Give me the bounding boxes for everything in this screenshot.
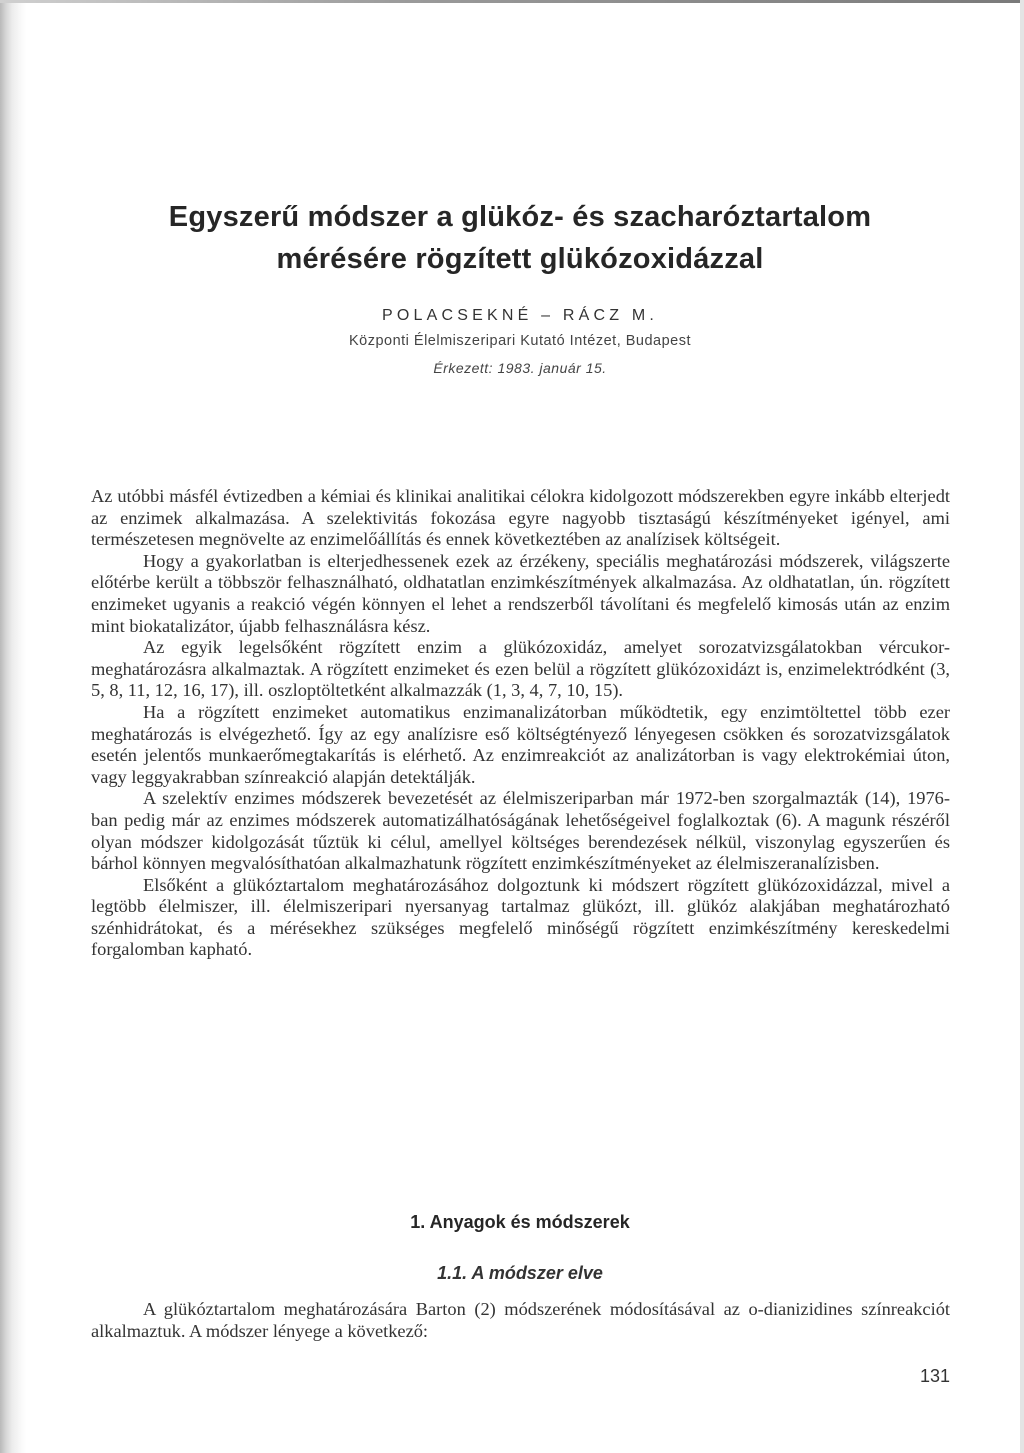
- body-paragraph-5: A szelektív enzimes módszerek bevezetését az élelmiszeriparban már 1972-ben szorgalmazták (14), 1976-ban pedig már az enzimes módszerek automatizálhatóságának lehetőségeivel foglalkoztak (6). A magunk részéről olyan módszer kidolgozását tűztük ki célul, amellyel költséges berendezések nélkül, viszonylag egyszerűen és bárhol könnyen megvalósíthatóan alkalmazhatunk rögzített enzimkészítményeket az élelmiszeranalízisben.: [91, 788, 950, 874]
- page-top-edge: [0, 0, 1024, 3]
- article-title-line-2: mérésére rögzített glükózoxidázzal: [276, 243, 764, 275]
- page-right-edge: [1020, 0, 1024, 1453]
- page-number: 131: [919, 1366, 950, 1386]
- body-paragraph-1: Az utóbbi másfél évtizedben a kémiai és klinikai analitikai célokra kidolgozott módszerekben egyre inkább elterjedt az enzimek alkalmazása. A szelektivitás fokozása egyre nagyobb tisztaságú készítményeket igényel, ami természetesen megnövelte az enzimelőállítás és ennek következtében az analízisek költségeit.: [91, 486, 950, 550]
- page-binding-shadow: [0, 0, 26, 1453]
- section-heading: 1. Anyagok és módszerek: [410, 1212, 630, 1232]
- body-paragraph-4: Ha a rögzített enzimeket automatikus enzimanalizátorban működtetik, egy enzimtöltettel több ezer meghatározás is elvégezhető. Így az egy analízisre eső költségtényező lényegesen csökken és sorozatvizsgálatok esetén jelentős munkaerőmegtakarítás is elérhető. Az enzimreakciót az analizátorban is vagy elektrokémiai úton, vagy leggyakrabban színreakció alapján detektálják.: [91, 701, 950, 787]
- body-paragraph-6: Elsőként a glükóztartalom meghatározásához dolgoztunk ki módszert rögzített glükózoxidázzal, mivel a legtöbb élelmiszer, ill. élelmiszeripari nyersanyag tartalmaz glükózt, ill. glükóz alakjában meghatározható szénhidrátokat, és a mérésekhez szükséges megfelelő minőségű rögzített enzimkészítmény kereskedelmi forgalomban kapható.: [91, 874, 950, 960]
- subsection-heading: 1.1. A módszer elve: [437, 1263, 603, 1283]
- author-affiliation: Központi Élelmiszeripari Kutató Intézet, Budapest: [348, 333, 692, 349]
- section-paragraph: A glükóztartalom meghatározására Barton (2) módszerének módosításával az o-dianizidines színreakciót alkalmaztuk. A módszer lényege a következő:: [91, 1299, 950, 1341]
- article-authors: POLACSEKNÉ – RÁCZ M.: [381, 307, 659, 324]
- article-title: [90, 196, 950, 280]
- article-body: [91, 486, 950, 961]
- section-body: [91, 1298, 950, 1342]
- body-paragraph-2: Hogy a gyakorlatban is elterjedhessenek ezek az érzékeny, speciális meghatározási módszerek, világszerte előtérbe került a többször felhasználható, oldhatatlan enzimkészítmények alkalmazása. Az oldhatatlan, ún. rögzített enzimeket ugyanis a reakció végén könnyen el lehet a rendszerből távolítani és megfelelő kimosás után az enzim mint biokatalizátor, újabb felhasználásra kész.: [91, 550, 950, 636]
- article-title-line-1: Egyszerű módszer a glükóz- és szacharóztartalom: [168, 201, 872, 233]
- received-date: Érkezett: 1983. január 15.: [433, 360, 607, 376]
- body-paragraph-3: Az egyik legelsőként rögzített enzim a glükózoxidáz, amelyet sorozatvizsgálatokban vércukor-meghatározásra alkalmaztak. A rögzített enzimeket és ezen belül a rögzített glükózoxidázt is, enzimelektródként (3, 5, 8, 11, 12, 16, 17), ill. oszloptöltetként alkalmazzák (1, 3, 4, 7, 10, 15).: [91, 637, 950, 701]
